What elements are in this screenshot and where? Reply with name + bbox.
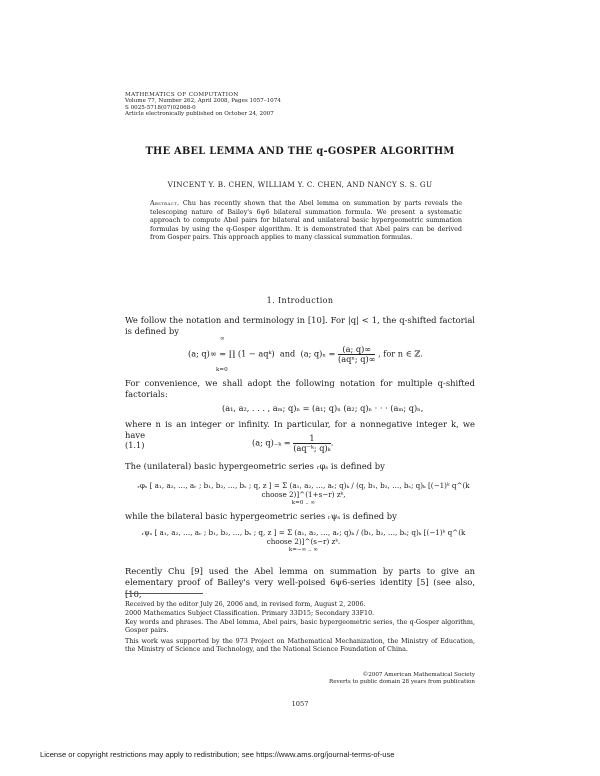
eq3-fraction bbox=[293, 434, 330, 453]
paragraph-2: For convenience, we shall adopt the following notation for multiple q-shifted factorials: bbox=[125, 378, 475, 400]
equation-1-1: (a; q)₋ₖ = $\frac{1}{\text{(aq⁻ᵏ; q)ₖ}}$ . bbox=[252, 433, 334, 453]
abstract bbox=[150, 199, 462, 242]
copyright-line-1: ©2007 American Mathematical Society bbox=[362, 672, 475, 678]
eq3-denominator: (aq⁻ᵏ; q)ₖ bbox=[293, 443, 331, 453]
equation-multiple-factorial: (a₁, a₂, . . . , aₘ; q)ₙ = (a₁; q)ₙ (a₂; q)ₙ · · · (aₘ; q)ₙ, bbox=[222, 403, 424, 413]
eq1-mid: (a; q)ₙ = bbox=[300, 348, 336, 359]
footnote-received: Received by the editor July 26, 2006 and, in revised form, August 2, 2006. bbox=[125, 600, 366, 608]
eq4-sum-range: k=0 .. ∞ bbox=[291, 500, 316, 506]
eq5-sum-range: k=−∞ .. ∞ bbox=[288, 547, 319, 553]
paragraph-5: while the bilateral basic hypergeometric series ᵣψₛ is defined by bbox=[125, 511, 397, 521]
journal-published: Article electronically published on October 24, 2007 bbox=[125, 111, 274, 118]
eq4-body: ᵣφₛ [ a₁, a₂, …, aᵣ ; b₁, b₂, …, bₛ ; q, z ] = Σ (a₁, a₂, …, aᵣ; q)ₖ / (q, b₁, b₂, …, bₛ; q)ₖ [(−1)ᵏ q^(k choose 2)]^(1+s−r) zᵏ, bbox=[137, 481, 470, 499]
eq1-denominator: (aqⁿ; q)∞ bbox=[338, 354, 376, 364]
journal-issn: S 0025-5718(07)02068-0 bbox=[125, 104, 196, 111]
eq1-and: and bbox=[279, 348, 296, 359]
eq3-left: (a; q)₋ₖ = bbox=[252, 437, 291, 448]
license-notice: License or copyright restrictions may apply to redistribution; see https://www.ams.org/journal-terms-of-use bbox=[40, 750, 395, 759]
abstract-label: Abstract. bbox=[150, 199, 180, 207]
equation-psi-series bbox=[132, 528, 475, 555]
equation-q-shifted-factorial bbox=[188, 345, 423, 364]
eq1-product-bottom: k=0 bbox=[216, 367, 228, 373]
eq1-numerator: (a; q)∞ bbox=[338, 345, 375, 355]
eq3-numerator: 1 bbox=[293, 434, 330, 444]
journal-header bbox=[125, 92, 281, 118]
footnote-keywords: Key words and phrases. The Abel lemma, Abel pairs, basic hypergeometric series, the q-Gosper algorithm, Gosper pairs. bbox=[125, 618, 475, 635]
copyright-block bbox=[260, 672, 475, 685]
paper-title: THE ABEL LEMMA AND THE q-GOSPER ALGORITHM bbox=[145, 146, 455, 157]
paragraph-1: We follow the notation and terminology in [10]. For |q| < 1, the q-shifted factorial is defined by bbox=[125, 315, 475, 337]
paper-authors: VINCENT Y. B. CHEN, WILLIAM Y. C. CHEN, AND NANCY S. S. GU bbox=[167, 180, 433, 189]
eq1-product-top: ∞ bbox=[220, 336, 225, 342]
page-number: 1057 bbox=[291, 700, 309, 708]
journal-name: MATHEMATICS OF COMPUTATION bbox=[125, 92, 239, 98]
eq1-right: , for n ∈ ℤ. bbox=[378, 348, 423, 359]
eq5-body: ᵣψₛ [ a₁, a₂, …, aᵣ ; b₁, b₂, …, bₛ ; q, z ] = Σ (a₁, a₂, …, aᵣ; q)ₖ / (b₁, b₂, …, bₛ; q)ₖ [(−1)ᵏ q^(k choose 2)]^(s−r) zᵏ. bbox=[141, 528, 466, 546]
footnote-support: This work was supported by the 973 Project on Mathematical Mechanization, the Ministry of Education, the Ministry of Science and Technology, and the National Science Foundation of China. bbox=[125, 637, 475, 654]
section-heading: 1. Introduction bbox=[266, 296, 334, 305]
eq1-left: (a; q)∞ = ∏ (1 − aqᵏ) bbox=[188, 348, 275, 359]
copyright-line-2: Reverts to public domain 28 years from publication bbox=[328, 678, 475, 685]
equation-number: (1.1) bbox=[125, 440, 145, 450]
paragraph-4: The (unilateral) basic hypergeometric series ᵣφₛ is defined by bbox=[125, 461, 385, 471]
eq1-fraction bbox=[338, 345, 375, 364]
equation-phi-series bbox=[132, 481, 475, 508]
journal-volume: Volume 77, Number 262, April 2008, Pages 1057–1074 bbox=[125, 98, 281, 105]
paragraph-6: Recently Chu [9] used the Abel lemma on summation by parts to give an elementary proof of Bailey's very well-poised 6ψ6-series identity [5] (see also, [10, bbox=[125, 566, 475, 599]
paragraph-3: where n is an integer or infinity. In particular, for a nonnegative integer k, we have bbox=[125, 419, 475, 441]
abstract-text: Chu has recently shown that the Abel lemma on summation by parts reveals the telescoping nature of Bailey's 6ψ6 bilateral summation formula. We present a systematic approach to compute Abel pairs for bilateral and unilateral basic hypergeometric summation formulas by using the q-Gosper algorithm. It is demonstrated that Abel pairs can be derived from Gosper pairs. This approach applies to many classical summation formulas. bbox=[150, 199, 462, 242]
footnote-msc: 2000 Mathematics Subject Classification. Primary 33D15; Secondary 33F10. bbox=[125, 609, 375, 617]
footnote-divider bbox=[125, 593, 203, 594]
